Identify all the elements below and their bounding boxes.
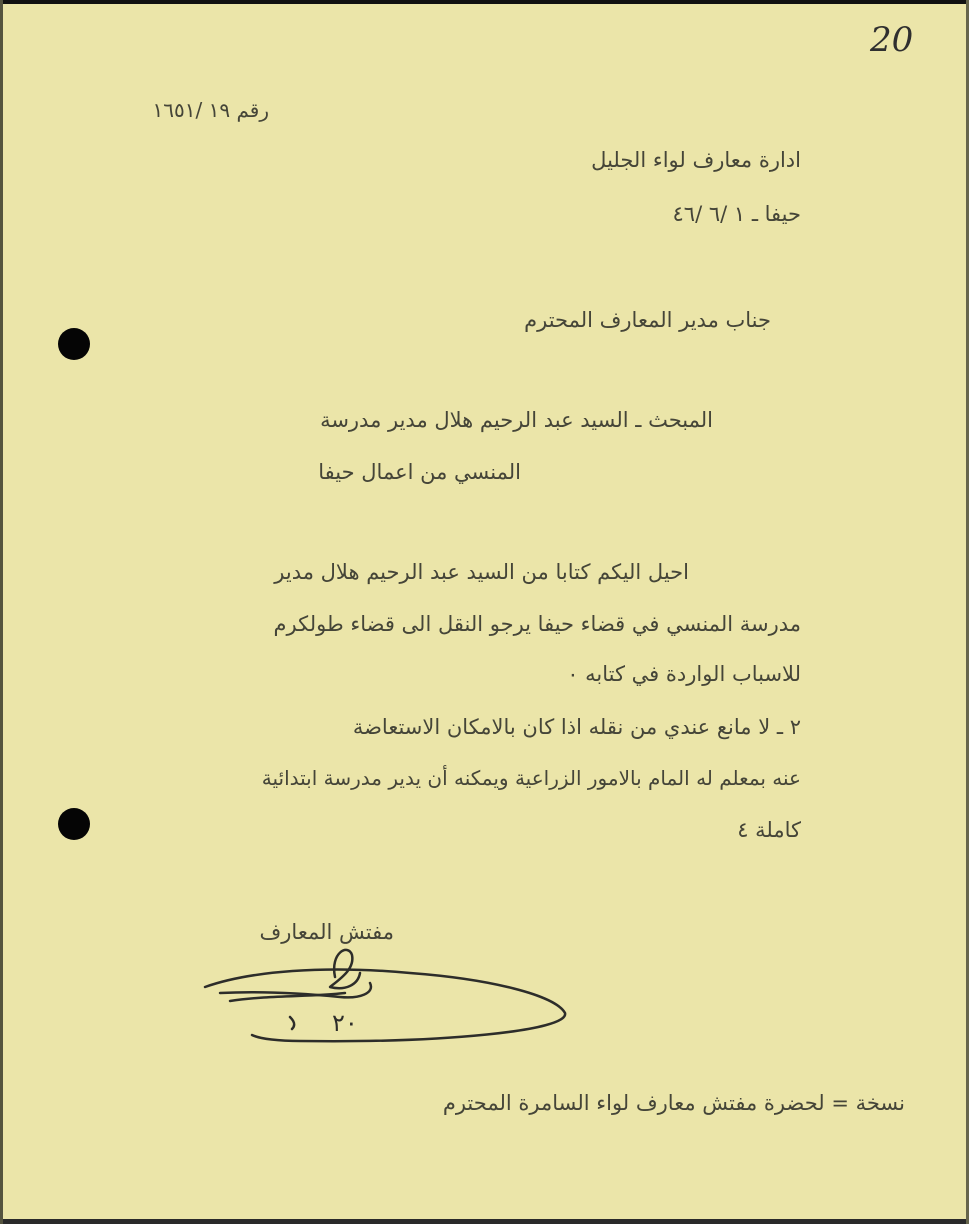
place-date: حيفا ـ ١ /٦ /٤٦ [672, 202, 801, 226]
body-line-3: للاسباب الواردة في كتابه ٠ [567, 662, 801, 686]
body-line-5: عنه بمعلم له المام بالامور الزراعية ويمكنه أن يدير مدرسة ابتدائية [261, 766, 801, 790]
reference-number: رقم ١٩ /١٦٥١ [152, 98, 269, 122]
handwritten-signature [190, 935, 590, 1055]
body-line-1: احيل اليكم كتابا من السيد عبد الرحيم هلال مدير [274, 560, 689, 584]
signature-title: مفتش المعارف [259, 920, 394, 944]
body-line-6: كاملة ٤ [737, 818, 801, 842]
punch-hole-bottom [58, 808, 90, 840]
body-line-4: ٢ ـ لا مانع عندي من نقله اذا كان بالامكان الاستعاضة [352, 715, 801, 739]
subject-line-1: المبحث ـ السيد عبد الرحيم هلال مدير مدرسة [320, 408, 713, 432]
office-name: ادارة معارف لواء الجليل [591, 148, 801, 172]
body-line-2: مدرسة المنسي في قضاء حيفا يرجو النقل الى قضاء طولكرم [273, 612, 801, 636]
addressee: جناب مدير المعارف المحترم [524, 308, 771, 332]
page-number: 20 [870, 20, 914, 60]
signature-mark: ٢٠ [332, 1009, 358, 1037]
scan-border-top [0, 0, 969, 4]
subject-line-2: المنسي من اعمال حيفا [318, 460, 521, 484]
scan-border-bottom [0, 1219, 969, 1224]
copy-note: نسخة = لحضرة مفتش معارف لواء السامرة المحترم [442, 1091, 905, 1115]
scan-border-left [0, 0, 3, 1224]
punch-hole-top [58, 328, 90, 360]
